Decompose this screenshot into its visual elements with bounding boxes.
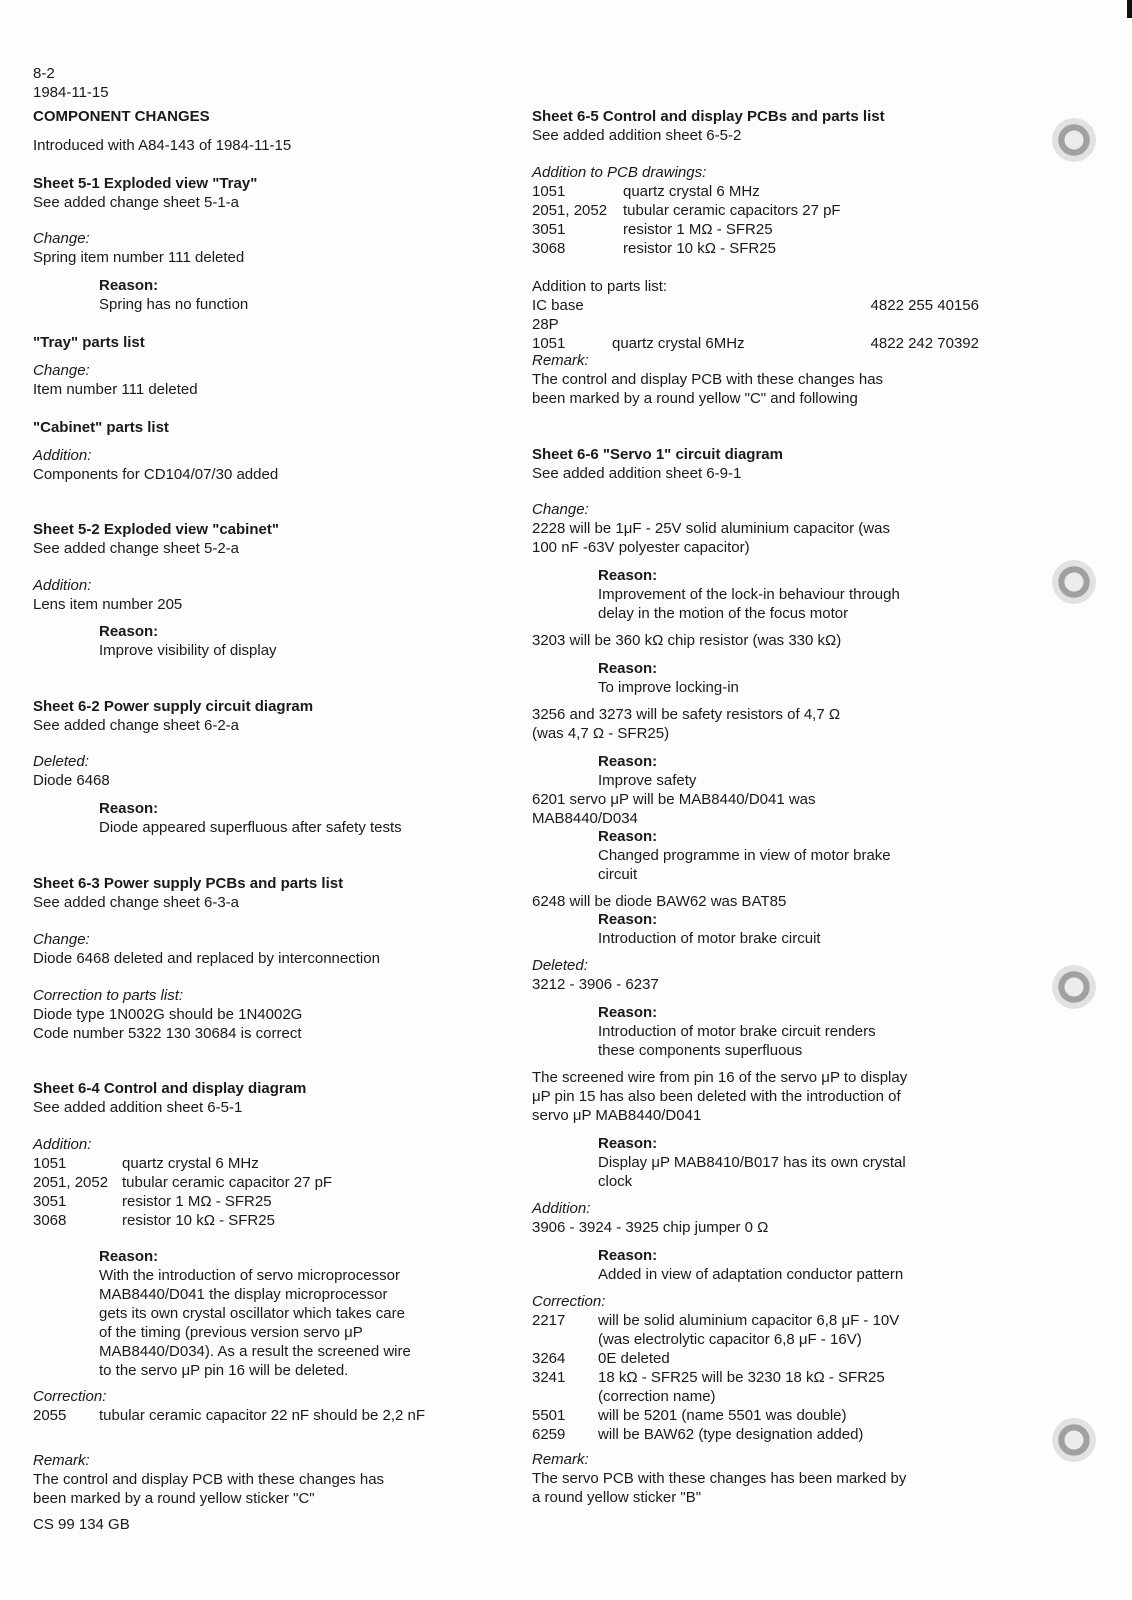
section-heading: Sheet 6-6 "Servo 1" circuit diagram [532, 446, 783, 463]
change-text: 6201 servo μP will be MAB8440/D041 was [532, 791, 816, 808]
part-code: 1051 [532, 335, 566, 352]
parts-table [532, 296, 979, 353]
reason-text: To improve locking-in [598, 679, 739, 696]
see-reference: See added change sheet 6-3-a [33, 894, 239, 911]
binder-hole-icon [1052, 1418, 1096, 1462]
reason-text: circuit [598, 866, 638, 883]
item-code: 1051 [532, 183, 566, 200]
change-text: Item number 111 deleted [33, 381, 198, 398]
reason-label: Reason: [598, 828, 658, 845]
item-code: 2051, 2052 [532, 202, 608, 219]
addition-label: Addition to PCB drawings: [532, 164, 707, 181]
item-code [532, 1387, 598, 1406]
section-heading: Sheet 5-1 Exploded view "Tray" [33, 175, 258, 192]
deleted-label: Deleted: [33, 753, 89, 770]
reason-text: Spring has no function [99, 296, 249, 313]
section-heading: Sheet 6-4 Control and display diagram [33, 1080, 307, 1097]
item-desc: will be solid aluminium capacitor 6,8 μF - 10V [598, 1312, 900, 1329]
remark-text: The control and display PCB with these changes has [532, 371, 884, 388]
change-text: 6248 will be diode BAW62 was BAT85 [532, 893, 787, 910]
table-row [532, 1330, 899, 1349]
part-code: IC base 28P [532, 297, 584, 333]
item-desc: tubular ceramic capacitor 27 pF [122, 1174, 333, 1191]
remark-text: been marked by a round yellow "C" and following [532, 390, 858, 407]
reason-label: Reason: [598, 567, 658, 584]
see-reference: See added change sheet 5-1-a [33, 194, 239, 211]
table-row [532, 1425, 899, 1444]
reason-text: With the introduction of servo microprocessor [99, 1267, 400, 1284]
item-code: 5501 [532, 1407, 566, 1424]
reason-text: Introduction of motor brake circuit renders [598, 1023, 876, 1040]
addition-text: Lens item number 205 [33, 596, 183, 613]
item-code: 2217 [532, 1312, 566, 1329]
item-code: 3051 [532, 221, 566, 238]
item-code: 3068 [532, 240, 566, 257]
correction-label: Correction to parts list: [33, 987, 184, 1004]
item-desc: will be BAW62 (type designation added) [598, 1426, 864, 1443]
see-reference: See added change sheet 6-2-a [33, 717, 239, 734]
change-text: 3256 and 3273 will be safety resistors of 4,7 Ω [532, 706, 841, 723]
section-heading: "Cabinet" parts list [33, 419, 169, 436]
wire-text: The screened wire from pin 16 of the servo μP to display [532, 1069, 908, 1086]
change-text: 100 nF -63V polyester capacitor) [532, 539, 750, 556]
see-reference: See added addition sheet 6-9-1 [532, 465, 742, 482]
change-text: 3203 will be 360 kΩ chip resistor (was 330 kΩ) [532, 632, 842, 649]
addition-label: Addition: [532, 1200, 591, 1217]
reason-text: these components superfluous [598, 1042, 803, 1059]
item-desc: quartz crystal 6 MHz [623, 183, 760, 200]
change-label: Change: [33, 362, 90, 379]
reason-text: of the timing (previous version servo μP [99, 1324, 363, 1341]
item-desc: resistor 10 kΩ - SFR25 [623, 240, 776, 257]
reason-text: Added in view of adaptation conductor pattern [598, 1266, 904, 1283]
document-code: CS 99 134 GB [33, 1516, 130, 1533]
table-row [532, 220, 841, 239]
addition-text: 3906 - 3924 - 3925 chip jumper 0 Ω [532, 1219, 769, 1236]
change-label: Change: [532, 501, 589, 518]
reason-label: Reason: [598, 1247, 658, 1264]
correction-text: Code number 5322 130 30684 is correct [33, 1025, 302, 1042]
table-row [532, 334, 979, 353]
table-row [532, 239, 841, 258]
item-desc: resistor 1 MΩ - SFR25 [623, 221, 773, 238]
item-code: 3264 [532, 1350, 566, 1367]
deleted-label: Deleted: [532, 957, 588, 974]
remark-text: The control and display PCB with these changes has [33, 1471, 385, 1488]
reason-label: Reason: [598, 1004, 658, 1021]
correction-text: Diode type 1N002G should be 1N4002G [33, 1006, 303, 1023]
addition-label: Addition: [33, 577, 92, 594]
addition-label: Addition: [33, 447, 92, 464]
section-heading: Sheet 6-2 Power supply circuit diagram [33, 698, 314, 715]
reason-label: Reason: [598, 660, 658, 677]
reason-label: Reason: [99, 1248, 159, 1265]
binder-hole-icon [1052, 118, 1096, 162]
correction-text: tubular ceramic capacitor 22 nF should be 2,2 nF [99, 1407, 426, 1424]
section-heading: "Tray" parts list [33, 334, 145, 351]
part-number: 4822 242 70392 [870, 335, 979, 352]
change-text: MAB8440/D034 [532, 810, 638, 827]
change-text: (was 4,7 Ω - SFR25) [532, 725, 670, 742]
binder-hole-icon [1052, 560, 1096, 604]
table-row [532, 1311, 899, 1330]
reason-text: delay in the motion of the focus motor [598, 605, 849, 622]
correction-code: 2055 [33, 1407, 67, 1424]
binder-hole-icon [1052, 965, 1096, 1009]
item-desc: 0E deleted [598, 1350, 670, 1367]
parts-label: Addition to parts list: [532, 278, 668, 295]
table-row [532, 1387, 899, 1406]
reason-label: Reason: [99, 800, 159, 817]
page-date: 1984-11-15 [33, 84, 109, 101]
section-heading: Sheet 5-2 Exploded view "cabinet" [33, 521, 279, 538]
reason-label: Reason: [99, 623, 159, 640]
item-code: 2051, 2052 [33, 1174, 109, 1191]
table-row [532, 296, 979, 334]
table-row [532, 1349, 899, 1368]
part-desc [612, 296, 814, 334]
remark-label: Remark: [33, 1452, 90, 1469]
remark-label: Remark: [532, 1451, 589, 1468]
item-desc: resistor 10 kΩ - SFR25 [122, 1212, 275, 1229]
remark-text: The servo PCB with these changes has been marked by [532, 1470, 907, 1487]
remark-text: a round yellow sticker "B" [532, 1489, 702, 1506]
reason-text: gets its own crystal oscillator which takes care [99, 1305, 405, 1322]
reason-label: Reason: [598, 911, 658, 928]
section-heading: Sheet 6-3 Power supply PCBs and parts list [33, 875, 344, 892]
item-desc: resistor 1 MΩ - SFR25 [122, 1193, 272, 1210]
item-desc: (correction name) [598, 1388, 716, 1405]
deleted-text: 3212 - 3906 - 6237 [532, 976, 659, 993]
correction-label: Correction: [532, 1293, 606, 1310]
deleted-text: Diode 6468 [33, 772, 110, 789]
reason-text: Display μP MAB8410/B017 has its own crystal [598, 1154, 906, 1171]
see-reference: See added addition sheet 6-5-2 [532, 127, 742, 144]
item-desc: tubular ceramic capacitors 27 pF [623, 202, 841, 219]
change-text: 2228 will be 1μF - 25V solid aluminium capacitor (was [532, 520, 890, 537]
item-code: 1051 [33, 1155, 67, 1172]
table-row [33, 1154, 332, 1173]
reason-text: MAB8440/D041 the display microprocessor [99, 1286, 388, 1303]
page-title: COMPONENT CHANGES [33, 108, 210, 125]
item-desc: (was electrolytic capacitor 6,8 μF - 16V) [598, 1331, 862, 1348]
addition-table [33, 1154, 332, 1230]
reason-text: Changed programme in view of motor brake [598, 847, 891, 864]
item-desc: 18 kΩ - SFR25 will be 3230 18 kΩ - SFR25 [598, 1369, 885, 1386]
change-text: Diode 6468 deleted and replaced by interconnection [33, 950, 380, 967]
reason-text: Improve safety [598, 772, 697, 789]
reason-text: MAB8440/D034). As a result the screened wire [99, 1343, 411, 1360]
table-row [33, 1211, 332, 1230]
reason-text: Improve visibility of display [99, 642, 277, 659]
reason-text: to the servo μP pin 16 will be deleted. [99, 1362, 349, 1379]
reason-text: Introduction of motor brake circuit [598, 930, 821, 947]
reason-label: Reason: [598, 753, 658, 770]
item-desc: will be 5201 (name 5501 was double) [598, 1407, 847, 1424]
scan-edge-mark [1127, 0, 1132, 18]
item-code: 6259 [532, 1426, 566, 1443]
intro-text: Introduced with A84-143 of 1984-11-15 [33, 137, 292, 154]
remark-label: Remark: [532, 352, 589, 369]
change-text: Spring item number 111 deleted [33, 249, 245, 266]
remark-text: been marked by a round yellow sticker "C" [33, 1490, 315, 1507]
part-number: 4822 255 40156 [870, 297, 979, 314]
addition-text: Components for CD104/07/30 added [33, 466, 279, 483]
item-code [532, 1330, 598, 1349]
reason-label: Reason: [99, 277, 159, 294]
wire-text: μP pin 15 has also been deleted with the introduction of [532, 1088, 901, 1105]
addition-table [532, 182, 841, 258]
section-heading: Sheet 6-5 Control and display PCBs and parts list [532, 108, 885, 125]
see-reference: See added addition sheet 6-5-1 [33, 1099, 243, 1116]
table-row [532, 182, 841, 201]
item-desc: quartz crystal 6 MHz [122, 1155, 259, 1172]
item-code: 3241 [532, 1369, 566, 1386]
item-code: 3068 [33, 1212, 67, 1229]
correction-label: Correction: [33, 1388, 107, 1405]
reason-text: clock [598, 1173, 633, 1190]
reason-label: Reason: [598, 1135, 658, 1152]
table-row [532, 1368, 899, 1387]
table-row [532, 1406, 899, 1425]
page-number: 8-2 [33, 65, 55, 82]
item-code: 3051 [33, 1193, 67, 1210]
table-row [33, 1192, 332, 1211]
wire-text: servo μP MAB8440/D041 [532, 1107, 702, 1124]
change-label: Change: [33, 230, 90, 247]
reason-text: Improvement of the lock-in behaviour through [598, 586, 900, 603]
part-desc: quartz crystal 6MHz [612, 335, 745, 352]
table-row [33, 1173, 332, 1192]
reason-text: Diode appeared superfluous after safety tests [99, 819, 402, 836]
correction-table [532, 1311, 899, 1444]
see-reference: See added change sheet 5-2-a [33, 540, 239, 557]
addition-label: Addition: [33, 1136, 92, 1153]
change-label: Change: [33, 931, 90, 948]
table-row [532, 201, 841, 220]
